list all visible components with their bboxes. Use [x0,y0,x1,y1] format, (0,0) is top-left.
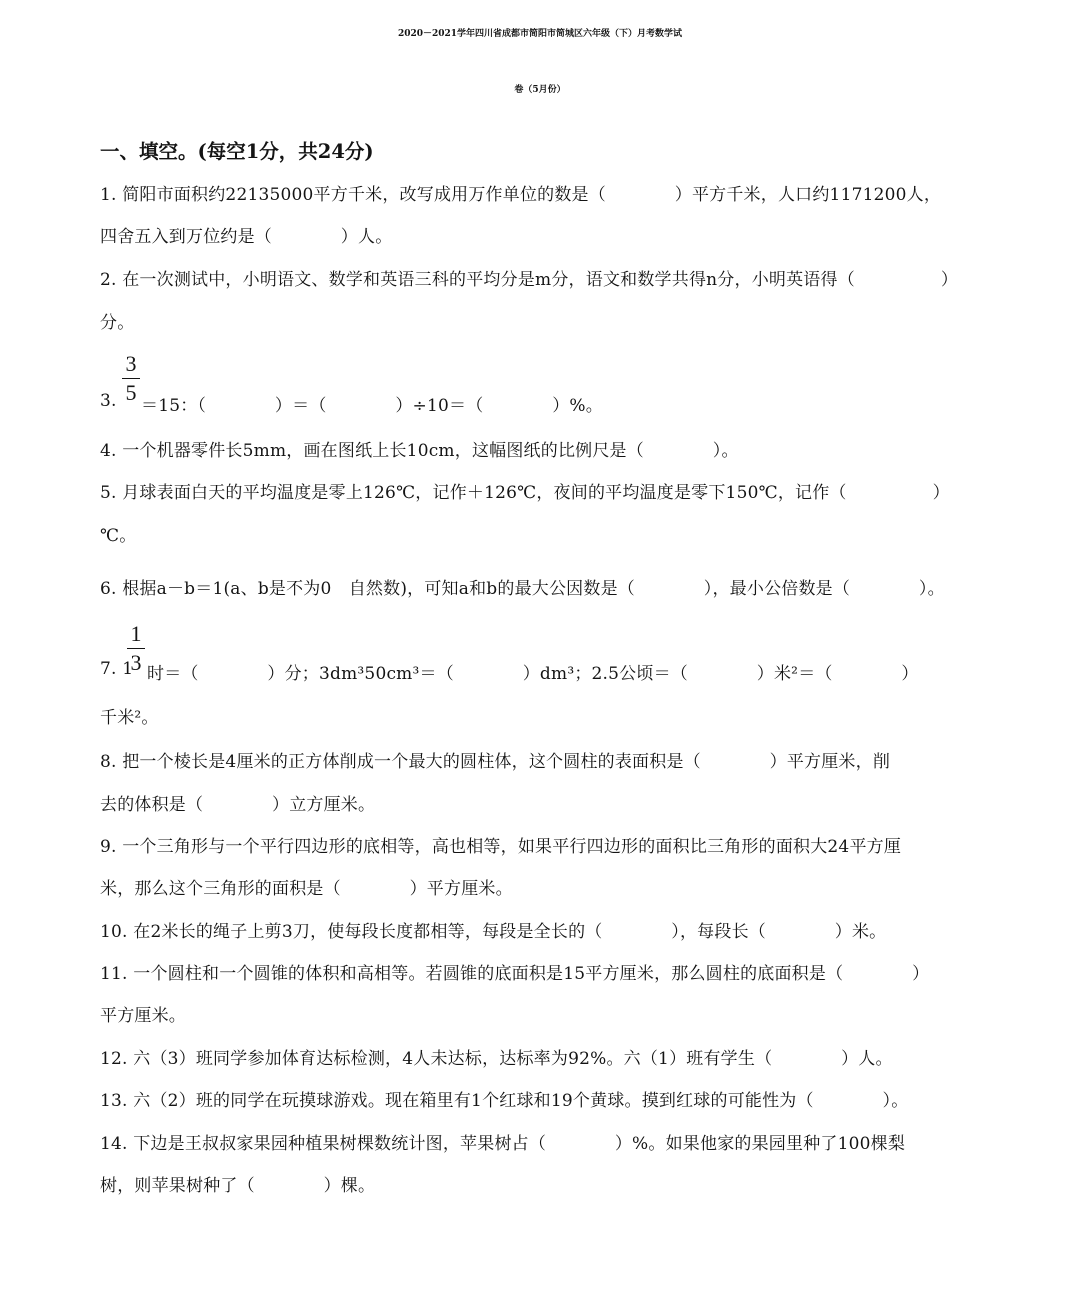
question-7-prefix: 7. 1 [100,659,134,679]
question-11-line-2: 平方厘米。 [100,1006,186,1026]
fraction-numerator: 1 [130,621,142,646]
question-3-text: ＝15：（ ）＝（ ）÷10＝（ ）%。 [141,396,603,416]
question-14-line-1: 14. 下边是王叔叔家果园种植果树棵数统计图，苹果树占（ ）%。如果他家的果园里种了100棵梨 [100,1134,906,1154]
question-1-line-2: 四舍五入到万位约是（ ）人。 [100,227,393,247]
question-3-fraction [121,352,141,405]
question-1-line-1: 1. 简阳市面积约22135000平方千米，改写成用万作单位的数是（ ）平方千米，人口约1171200人， [100,185,942,205]
question-14-line-2: 树，则苹果树种了（ ）棵。 [100,1176,376,1196]
question-6: 6. 根据a－b＝1(a、b是不为0 自然数)，可知a和b的最大公因数是（ ），最小公倍数是（ ）。 [100,579,945,599]
question-7-fraction [126,622,146,675]
question-12: 12. 六（3）班同学参加体育达标检测，4人未达标，达标率为92%。六（1）班有学生（ ）人。 [100,1049,893,1069]
question-2-line-1: 2. 在一次测试中，小明语文、数学和英语三科的平均分是m分，语文和数学共得n分，小明英语得（ ） [100,270,959,290]
question-13: 13. 六（2）班的同学在玩摸球游戏。现在箱里有1个红球和19个黄球。摸到红球的可能性为（ ）。 [100,1091,909,1111]
question-9-line-1: 9. 一个三角形与一个平行四边形的底相等，高也相等，如果平行四边形的面积比三角形的面积大24平方厘 [100,837,902,857]
fraction-numerator: 3 [125,351,137,376]
fraction-denominator: 3 [130,650,142,675]
exam-title-line-1: 2020－2021学年四川省成都市简阳市简城区六年级（下）月考数学试 [397,29,683,39]
question-7-text: 时＝（ ）分；3dm³50cm³＝（ ）dm³；2.5公顷＝（ ）米²＝（ ） [147,664,919,684]
question-4: 4. 一个机器零件长5mm，画在图纸上长10cm，这幅图纸的比例尺是（ ）。 [100,441,739,461]
fraction-denominator: 5 [125,380,137,405]
question-2-line-2: 分。 [100,313,135,333]
question-5-line-2: ℃。 [100,526,137,546]
question-8-line-1: 8. 把一个棱长是4厘米的正方体削成一个最大的圆柱体，这个圆柱的表面积是（ ）平方厘米，削 [100,752,891,772]
question-10: 10. 在2米长的绳子上剪3刀，使每段长度都相等，每段是全长的（ ），每段长（ ）米。 [100,922,887,942]
exam-title-line-2: 卷（5月份） [514,85,566,95]
question-8-line-2: 去的体积是（ ）立方厘米。 [100,795,376,815]
question-7-line-2: 千米²。 [100,708,159,728]
fraction-bar [122,378,140,379]
question-11-line-1: 11. 一个圆柱和一个圆锥的体积和高相等。若圆锥的底面积是15平方厘米，那么圆柱的底面积是（ ） [100,964,930,984]
question-3-prefix: 3. [100,391,117,411]
fraction-bar [127,648,145,649]
question-5-line-1: 5. 月球表面白天的平均温度是零上126℃，记作＋126℃，夜间的平均温度是零下150℃，记作（ ） [100,483,950,503]
question-9-line-2: 米，那么这个三角形的面积是（ ）平方厘米。 [100,879,513,899]
section-heading: 一、填空。(每空1分，共24分) [100,140,374,163]
